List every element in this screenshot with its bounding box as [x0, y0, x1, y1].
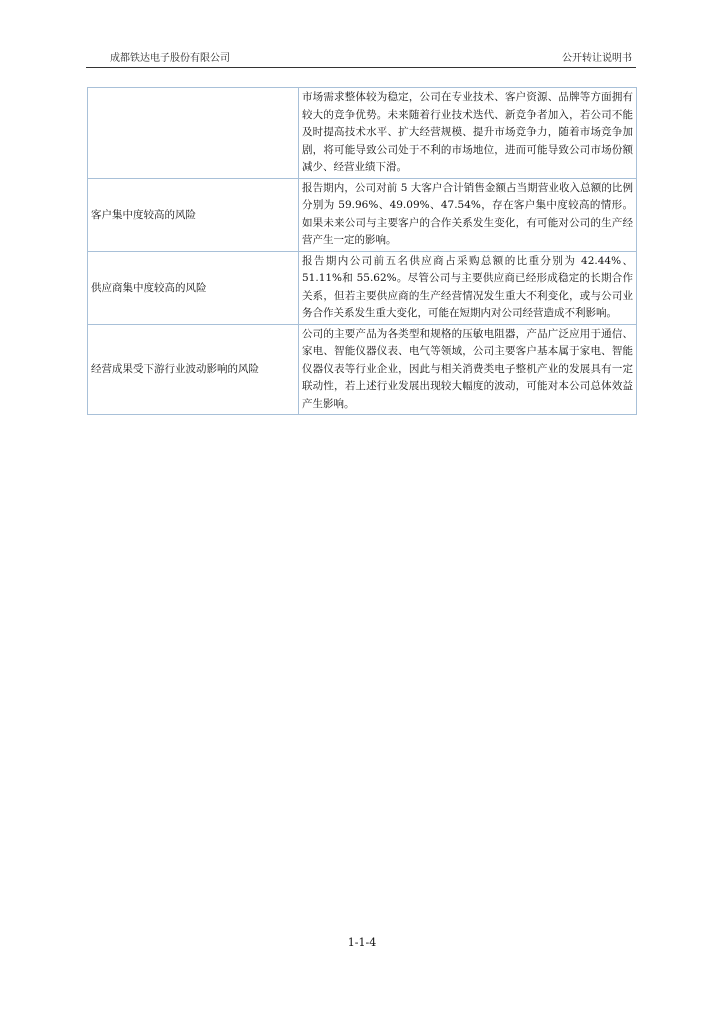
- risk-name: 供应商集中度较高的风险: [88, 251, 299, 324]
- risk-name: 经营成果受下游行业波动影响的风险: [88, 324, 299, 415]
- table-row: [88, 88, 637, 179]
- document-title: 公开转让说明书: [562, 53, 632, 64]
- risk-description: 公司的主要产品为各类型和规格的压敏电阻器，产品广泛应用于通信、家电、智能仪器仪表、电气等领域，公司主要客户基本属于家电、智能仪器仪表等行业企业，因此与相关消费类电子整机产业的发展具有一定联动性，若上述行业发展出现较大幅度的波动，可能对本公司总体效益产生影响。: [299, 324, 637, 415]
- header-rule: [86, 67, 636, 68]
- risk-description: 报告期内公司前五名供应商占采购总额的比重分别为 42.44%、51.11%和 55.62%。尽管公司与主要供应商已经形成稳定的长期合作关系，但若主要供应商的生产经营情况发生重大不利变化，或与公司业务合作关系发生重大变化，可能在短期内对公司经营造成不利影响。: [299, 251, 637, 324]
- table-row: [88, 178, 637, 251]
- risk-description: 市场需求整体较为稳定，公司在专业技术、客户资源、品牌等方面拥有较大的竞争优势。未来随着行业技术迭代、新竞争者加入，若公司不能及时提高技术水平、扩大经营规模、提升市场竞争力，随着市场竞争加剧，将可能导致公司处于不利的市场地位，进而可能导致公司市场份额减少、经营业绩下滑。: [299, 88, 637, 179]
- page-number: 1-1-4: [347, 936, 377, 949]
- risk-name: [88, 88, 299, 179]
- table-row: [88, 251, 637, 324]
- risk-description: 报告期内，公司对前 5 大客户合计销售金额占当期营业收入总额的比例分别为 59.96%、49.09%、47.54%，存在客户集中度较高的情形。如果未来公司与主要客户的合作关系发生变化，有可能对公司的生产经营产生一定的影响。: [299, 178, 637, 251]
- table-row: [88, 324, 637, 415]
- company-name: 成都铁达电子股份有限公司: [110, 53, 230, 64]
- risk-table: [87, 87, 637, 415]
- risk-name: 客户集中度较高的风险: [88, 178, 299, 251]
- page-header: [86, 52, 636, 68]
